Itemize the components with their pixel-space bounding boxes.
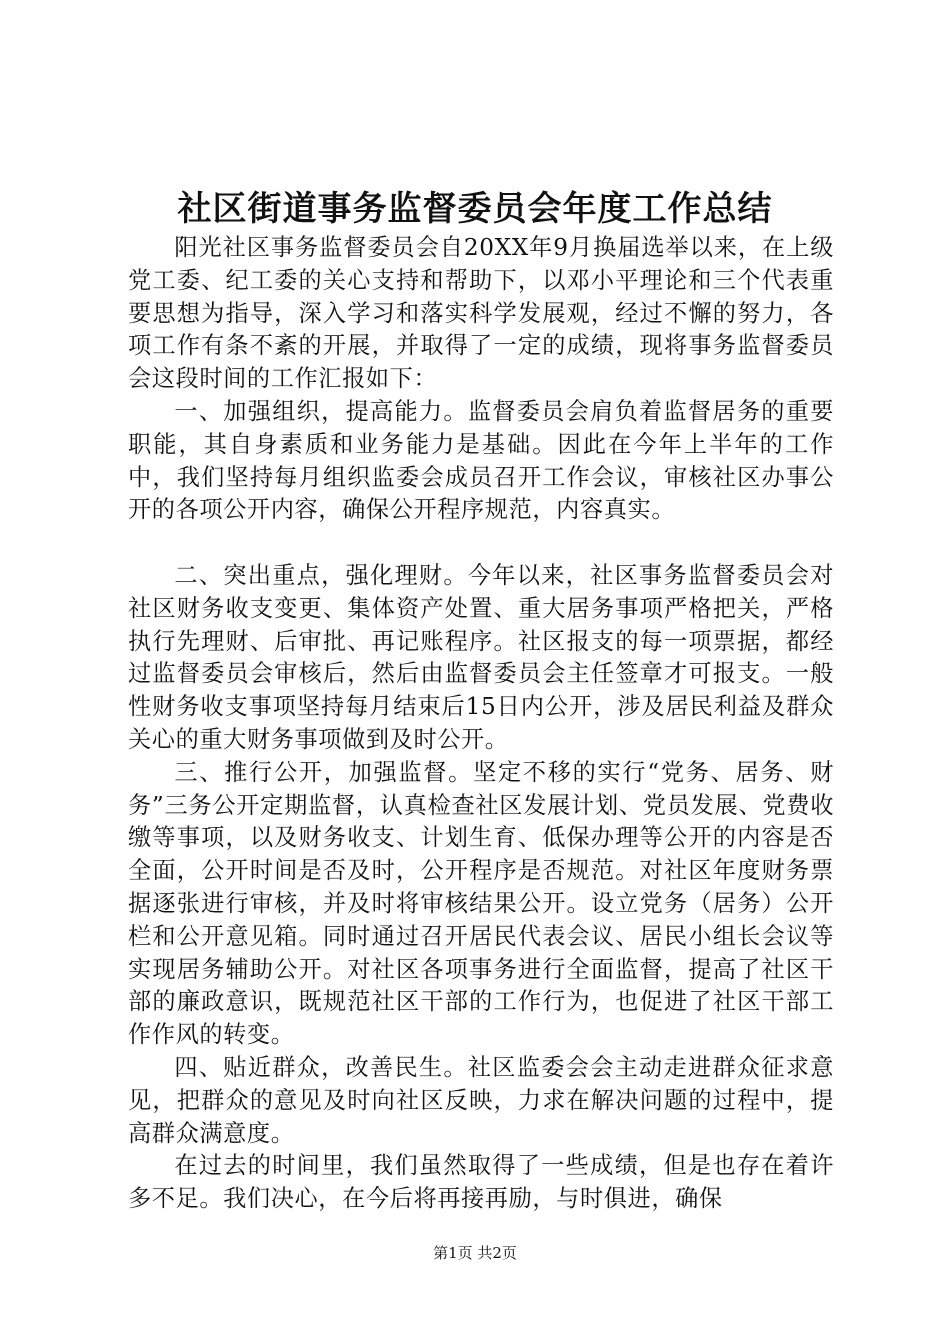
paragraph-section-4: 四、贴近群众，改善民生。社区监委会会主动走进群众征求意见，把群众的意见及时向社区反映，力求在解决问题的过程中，提高群众满意度。: [128, 1053, 834, 1147]
paragraph-section-2: 二、突出重点，强化理财。今年以来，社区事务监督委员会对社区财务收支变更、集体资产处置、重大居务事项严格把关，严格执行先理财、后审批、再记账程序。社区报支的每一项票据，都经过监督委员会审核后，然后由监督委员会主任签章才可报支。一般性财务收支事项坚持每月结束后15日内公开，涉及居民利益及群众关心的重大财务事项做到及时公开。: [128, 561, 834, 753]
paragraph-intro: 阳光社区事务监督委员会自20XX年9月换届选举以来，在上级党工委、纪工委的关心支持和帮助下，以邓小平理论和三个代表重要思想为指导，深入学习和落实科学发展观，经过不懈的努力，各项工作有条不紊的开展，并取得了一定的成绩，现将事务监督委员会这段时间的工作汇报如下：: [128, 234, 834, 393]
document-title: 社区街道事务监督委员会年度工作总结: [177, 189, 773, 229]
paragraph-conclusion: 在过去的时间里，我们虽然取得了一些成绩，但是也存在着许多不足。我们决心，在今后将再接再励，与时俱进，确保: [128, 1152, 834, 1213]
paragraph-section-3: 三、推行公开，加强监督。坚定不移的实行“党务、居务、财务”三务公开定期监督，认真检查社区发展计划、党员发展、党费收缴等事项，以及财务收支、计划生育、低保办理等公开的内容是否全面，公开时间是否及时，公开程序是否规范。对社区年度财务票据逐张进行审核，并及时将审核结果公开。设立党务（居务）公开栏和公开意见箱。同时通过召开居民代表会议、居民小组长会议等实现居务辅助公开。对社区各项事务进行全面监督，提高了社区干部的廉政意识，既规范社区干部的工作行为，也促进了社区干部工作作风的转变。: [128, 758, 834, 1049]
document-body: [128, 232, 834, 1216]
paragraph-section-1: 一、加强组织，提高能力。监督委员会肩负着监督居务的重要职能，其自身素质和业务能力是基础。因此在今年上半年的工作中，我们坚持每月组织监委会成员召开工作会议，审核社区办事公开的各项公开内容，确保公开程序规范，内容真实。: [128, 397, 834, 524]
page-footer: 第1页 共2页: [433, 1244, 517, 1262]
